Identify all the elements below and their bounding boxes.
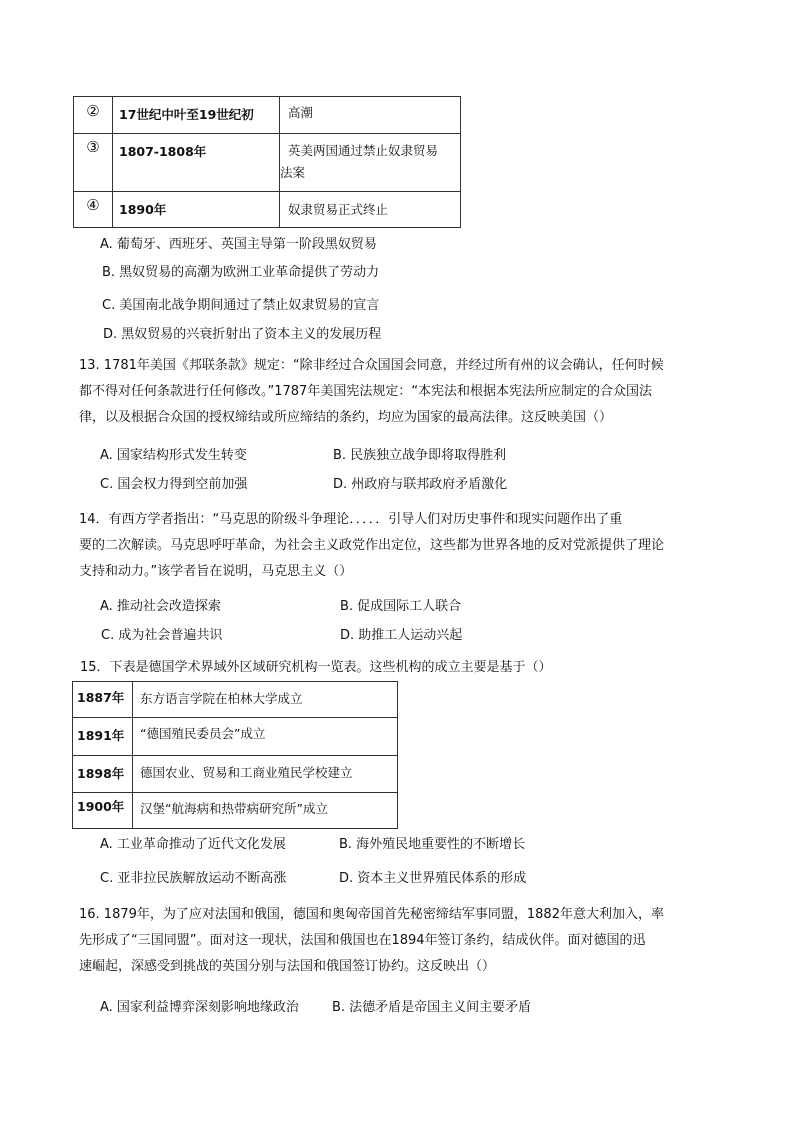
- event-line: 法案: [280, 165, 306, 180]
- q14-line: 14．有西方学者指出：“马克思的阶级斗争理论．．．．．引导人们对历史事件和现实问题作出了重: [79, 512, 623, 527]
- q16-option-a[interactable]: A. 国家利益博弈深刻影响地缘政治: [100, 1000, 299, 1015]
- table-cell-text: “德国殖民委员会”成立: [133, 718, 398, 756]
- q14-line: 支持和动力。”该学者旨在说明，马克思主义（）: [79, 564, 353, 579]
- research-institutions-table: [72, 681, 398, 829]
- q13-option-b[interactable]: B. 民族独立战争即将取得胜利: [333, 448, 507, 463]
- q14-option-a[interactable]: A. 推动社会改造探索: [100, 599, 221, 614]
- table-cell-num: ④: [74, 192, 113, 228]
- q12-option-b[interactable]: B. 黑奴贸易的高潮为欧洲工业革命提供了劳动力: [102, 265, 380, 280]
- q16-line: 先形成了“三国同盟”。面对这一现状，法国和俄国也在1894年签订条约，结成伙伴。面对德国的迅: [79, 933, 646, 948]
- q16-line: 16. 1879年，为了应对法国和俄国，德国和奥匈帝国首先秘密缔结军事同盟，1882年意大利加入，率: [79, 907, 664, 922]
- table-cell-event: 高潮: [280, 97, 461, 134]
- table-cell-event: [280, 134, 461, 192]
- table-cell-text: 德国农业、贸易和工商业殖民学校建立: [133, 756, 398, 793]
- table-cell-time: 1890年: [113, 192, 280, 228]
- table-cell-num: ③: [74, 134, 113, 192]
- q12-option-d[interactable]: D. 黑奴贸易的兴衰折射出了资本主义的发展历程: [103, 327, 382, 342]
- table-cell-year: 1898年: [73, 756, 133, 793]
- table-row: [73, 718, 398, 756]
- table-cell-year: 1900年: [73, 793, 133, 829]
- q14-option-c[interactable]: C. 成为社会普遍共识: [101, 628, 223, 643]
- q13-line: 律，以及根据合众国的授权缔结或所应缔结的条约，均应为国家的最高法律。这反映美国（）: [79, 410, 613, 425]
- q12-option-a[interactable]: A. 葡萄牙、西班牙、英国主导第一阶段黑奴贸易: [100, 237, 377, 252]
- q12-option-c[interactable]: C. 美国南北战争期间通过了禁止奴隶贸易的宣言: [102, 298, 380, 313]
- q14-stem: [79, 507, 664, 585]
- event-line: 英美两国通过禁止奴隶贸易: [288, 143, 439, 158]
- table-row: [74, 192, 461, 228]
- table-cell-num: ②: [74, 97, 113, 134]
- table-row: [74, 97, 461, 134]
- q16-line: 速崛起，深感受到挑战的英国分别与法国和俄国签订协约。这反映出（）: [79, 959, 496, 974]
- table-cell-time: 1807-1808年: [113, 134, 280, 192]
- q13-stem: [79, 353, 664, 431]
- table-row: [74, 134, 461, 192]
- table-cell-year: 1887年: [73, 682, 133, 718]
- table-cell-time: 17世纪中叶至19世纪初: [113, 97, 280, 134]
- table-cell-text: 汉堡“航海病和热带病研究所”成立: [133, 793, 398, 829]
- table-row: [73, 793, 398, 829]
- q13-option-a[interactable]: A. 国家结构形式发生转变: [100, 448, 247, 463]
- table-row: [73, 756, 398, 793]
- q15-option-b[interactable]: B. 海外殖民地重要性的不断增长: [339, 837, 526, 852]
- q14-line: 要的二次解读。马克思呼吁革命，为社会主义政党作出定位，这些都为世界各地的反对党派提供了理论: [79, 538, 665, 553]
- q13-option-c[interactable]: C. 国会权力得到空前加强: [100, 477, 248, 492]
- q16-stem: [79, 902, 664, 980]
- table-row: [73, 682, 398, 718]
- q14-option-d[interactable]: D. 助推工人运动兴起: [340, 628, 463, 643]
- q15-option-a[interactable]: A. 工业革命推动了近代文化发展: [100, 837, 286, 852]
- q15-option-d[interactable]: D. 资本主义世界殖民体系的形成: [339, 871, 527, 886]
- slave-trade-table: [73, 96, 461, 228]
- table-cell-text: 东方语言学院在柏林大学成立: [133, 682, 398, 718]
- q13-line: 13. 1781年美国《邦联条款》规定：“除非经过合众国国会同意，并经过所有州的议会确认，任何时候: [79, 358, 664, 373]
- q13-line: 都不得对任何条款进行任何修改。”1787年美国宪法规定：“本宪法和根据本宪法所应制定的合众国法: [79, 384, 653, 399]
- q16-option-b[interactable]: B. 法德矛盾是帝国主义间主要矛盾: [332, 1000, 532, 1015]
- q14-option-b[interactable]: B. 促成国际工人联合: [340, 599, 462, 614]
- table-cell-event: 奴隶贸易正式终止: [280, 192, 461, 228]
- q15-stem: 15．下表是德国学术界域外区域研究机构一览表。这些机构的成立主要是基于（）: [80, 660, 552, 675]
- q13-option-d[interactable]: D. 州政府与联邦政府矛盾激化: [333, 477, 508, 492]
- table-cell-year: 1891年: [73, 718, 133, 756]
- q15-option-c[interactable]: C. 亚非拉民族解放运动不断高涨: [100, 871, 287, 886]
